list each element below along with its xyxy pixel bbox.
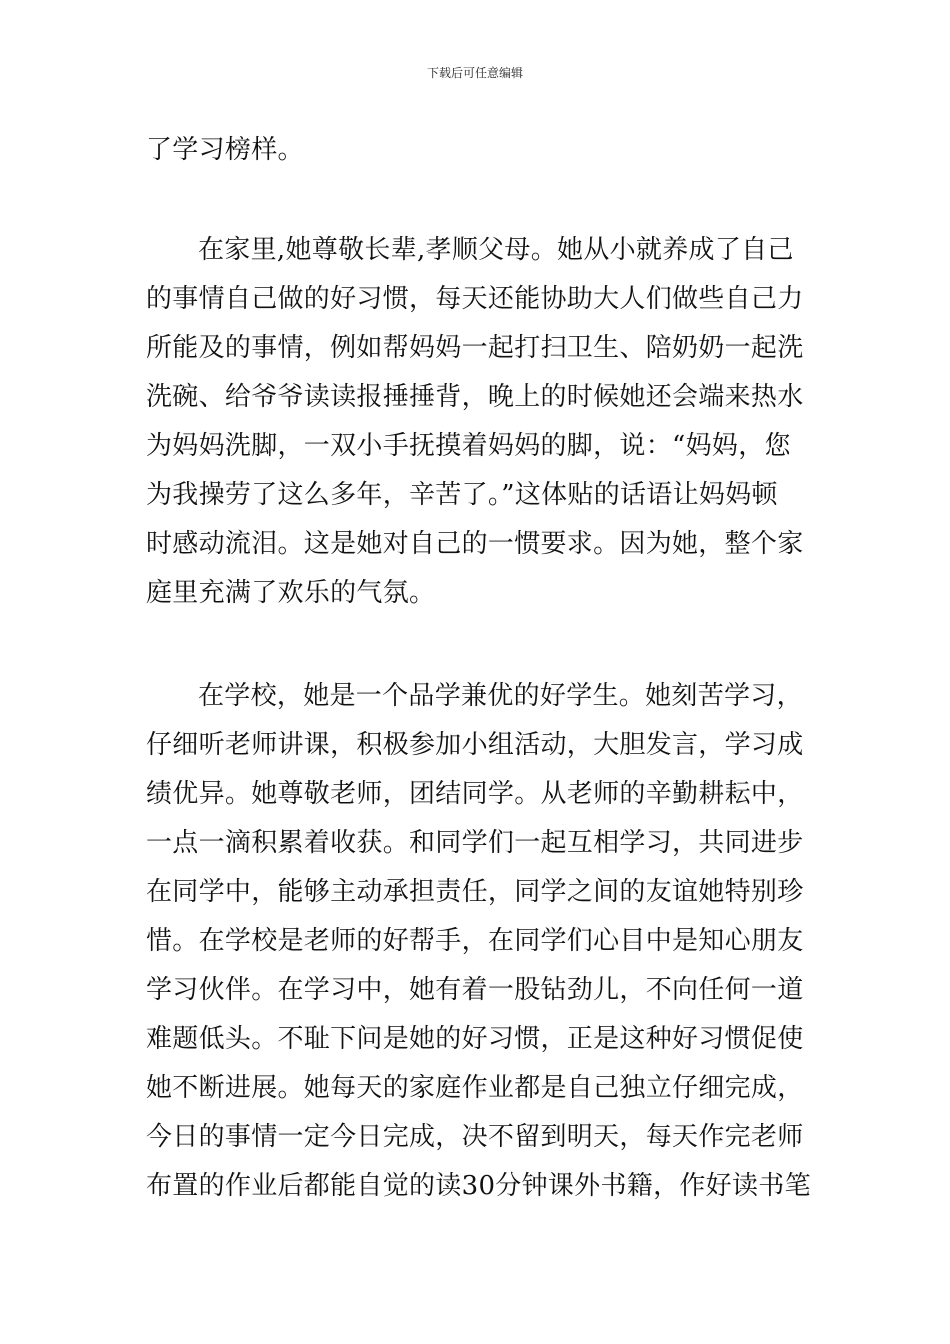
page-header: 下载后可任意编辑 bbox=[426, 66, 523, 80]
text-line: 在学校，她是一个品学兼优的好学生。她刻苦学习， bbox=[198, 681, 803, 711]
text-line: 了学习榜样。 bbox=[146, 135, 304, 165]
text-line: 为我操劳了这么多年，辛苦了。”这体贴的话语让妈妈顿 bbox=[146, 480, 778, 510]
text-line: 她不断进展。她每天的家庭作业都是自己独立仔细完成， bbox=[146, 1073, 804, 1103]
text-line: 一点一滴积累着收获。和同学们一起互相学习，共同进步 bbox=[146, 828, 804, 858]
text-line: 庭里充满了欢乐的气氛。 bbox=[146, 578, 436, 608]
text-line: 所能及的事情，例如帮妈妈一起打扫卫生、陪奶奶一起洗 bbox=[146, 333, 804, 363]
text-line: 在家里,她尊敬长辈,孝顺父母。她从小就养成了自己 bbox=[198, 235, 794, 265]
text-line: 今日的事情一定今日完成，决不留到明天，每天作完老师 bbox=[146, 1122, 804, 1152]
text-line: 仔细听老师讲课，积极参加小组活动，大胆发言，学习成 bbox=[146, 730, 804, 760]
text-line: 布置的作业后都能自觉的读30分钟课外书籍，作好读书笔 bbox=[146, 1171, 811, 1201]
text-line: 惜。在学校是老师的好帮手，在同学们心目中是知心朋友 bbox=[146, 926, 804, 956]
text-line: 时感动流泪。这是她对自己的一惯要求。因为她，整个家 bbox=[146, 529, 804, 559]
text-line: 学习伙伴。在学习中，她有着一股钻劲儿，不向任何一道 bbox=[146, 975, 804, 1005]
text-line: 的事情自己做的好习惯，每天还能协助大人们做些自己力 bbox=[146, 284, 804, 314]
text-line: 在同学中，能够主动承担责任，同学之间的友谊她特别珍 bbox=[146, 877, 804, 907]
text-line: 绩优异。她尊敬老师，团结同学。从老师的辛勤耕耘中， bbox=[146, 779, 804, 809]
text-line: 为妈妈洗脚，一双小手抚摸着妈妈的脚，说：“妈妈，您 bbox=[146, 431, 791, 461]
text-line: 难题低头。不耻下问是她的好习惯，正是这种好习惯促使 bbox=[146, 1024, 804, 1054]
text-line: 洗碗、给爷爷读读报捶捶背，晚上的时候她还会端来热水 bbox=[146, 382, 804, 412]
